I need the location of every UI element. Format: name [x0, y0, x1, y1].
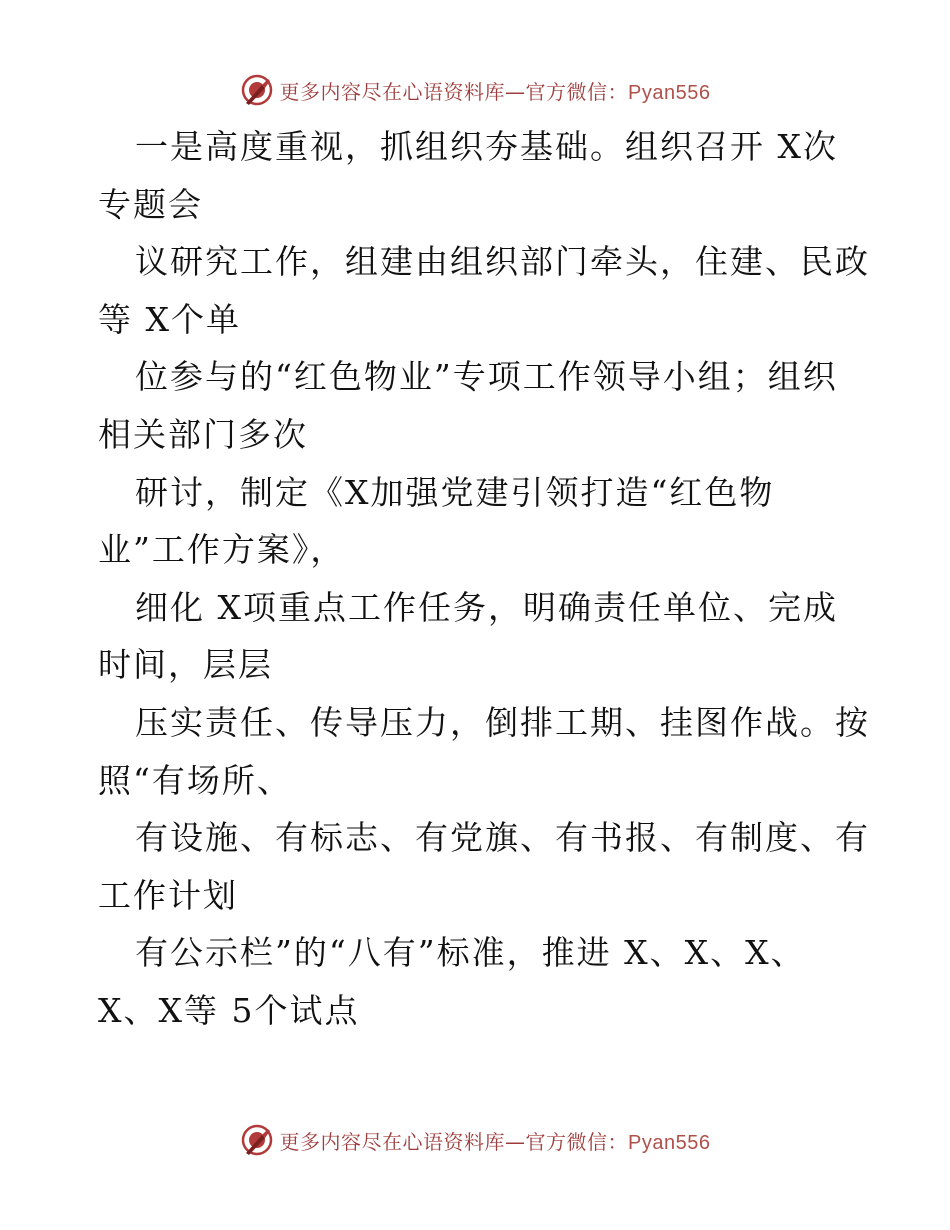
header-banner-text — [280, 76, 711, 105]
footer-banner-label: 更多内容尽在心语资料库—官方微信： — [279, 1129, 629, 1154]
body-line: 时间，层层 — [98, 645, 273, 685]
body-line: 研讨，制定《X加强党建引领打造“红色物 — [135, 472, 775, 512]
header-banner — [0, 70, 950, 110]
body-line: 位参与的“红色物业”专项工作领导小组；组织 — [135, 357, 838, 397]
body-line: 专题会 — [98, 184, 203, 224]
body-line: 有公示栏”的“八有”标准，推进 X、X、X、 — [135, 933, 806, 973]
footer-banner-handle: Pyan556 — [628, 1131, 711, 1154]
body-line: 业”工作方案》， — [98, 530, 346, 570]
body-line: 照“有场所、 — [98, 760, 292, 800]
body-line: 议研究工作，组建由组织部门牵头，住建、民政 — [135, 242, 870, 282]
body-line: X、X等 5个试点 — [98, 990, 360, 1030]
body-line: 等 X个单 — [98, 299, 241, 339]
pen-logo-icon — [240, 73, 274, 107]
body-line: 工作计划 — [98, 875, 238, 915]
body-line: 细化 X项重点工作任务，明确责任单位、完成 — [135, 587, 838, 627]
body-line: 压实责任、传导压力，倒排工期、挂图作战。按 — [135, 702, 870, 742]
body-line: 有设施、有标志、有党旗、有书报、有制度、有 — [135, 818, 870, 858]
header-banner-label: 更多内容尽在心语资料库—官方微信： — [279, 79, 629, 104]
body-line: 相关部门多次 — [98, 414, 308, 454]
pen-logo-icon — [240, 1123, 274, 1157]
footer-banner-text — [280, 1126, 711, 1155]
header-banner-handle: Pyan556 — [628, 81, 711, 104]
body-line: 一是高度重视，抓组织夯基础。组织召开 X次 — [135, 127, 838, 166]
footer-banner — [0, 1120, 950, 1160]
document-body — [98, 118, 870, 1040]
